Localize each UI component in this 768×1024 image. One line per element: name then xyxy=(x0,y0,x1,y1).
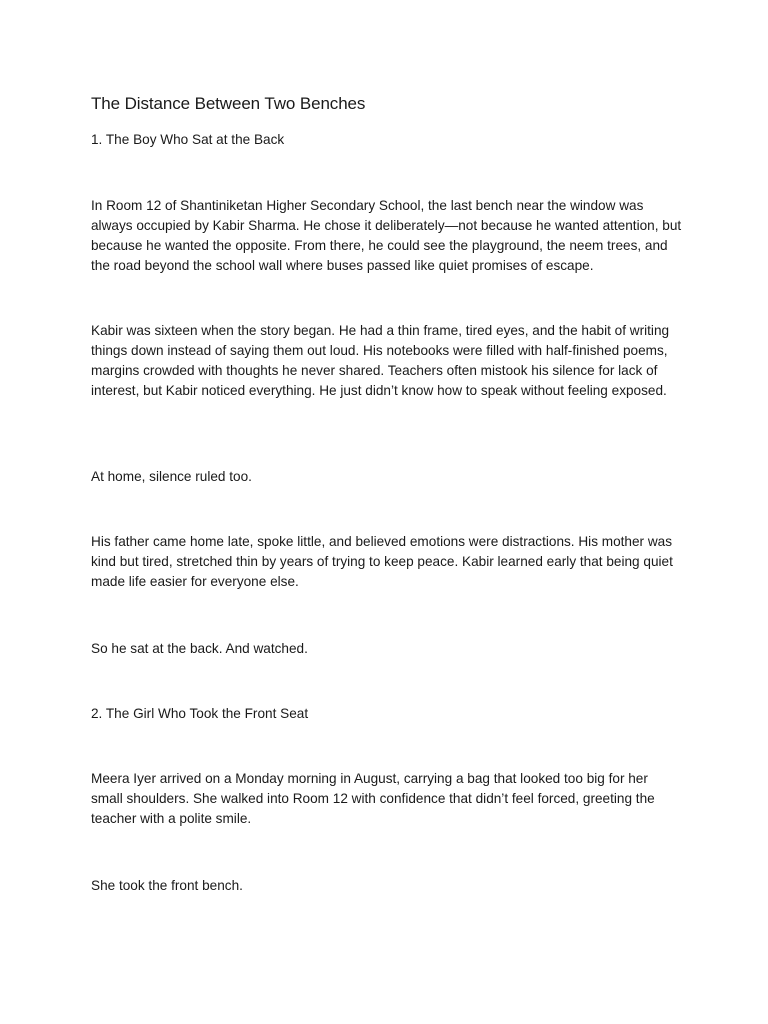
paragraph-1: In Room 12 of Shantiniketan Higher Secondary School, the last bench near the window was always occupied by Kabir Sharma. He chose it deliberately—not because he wanted attention, but because he wanted the opposite. From there, he could see the playground, the neem trees, and the road beyond the school wall where buses passed like quiet promises of escape. xyxy=(91,198,682,273)
paragraph-4: His father came home late, spoke little, and believed emotions were distractions. His mother was kind but tired, stretched thin by years of trying to keep peace. Kabir learned early that being quiet made life easier for everyone else. xyxy=(91,534,673,589)
document-title: The Distance Between Two Benches xyxy=(91,94,366,113)
paragraph-7: She took the front bench. xyxy=(91,878,243,893)
paragraph-3: At home, silence ruled too. xyxy=(91,469,252,484)
paragraph-5: So he sat at the back. And watched. xyxy=(91,641,308,656)
document-page xyxy=(91,93,691,893)
section-heading-1: 1. The Boy Who Sat at the Back xyxy=(91,132,285,147)
section-heading-2: 2. The Girl Who Took the Front Seat xyxy=(91,706,309,721)
paragraph-6: Meera Iyer arrived on a Monday morning in August, carrying a bag that looked too big for her small shoulders. She walked into Room 12 with confidence that didn’t feel forced, greeting the teacher with a polite smile. xyxy=(91,771,655,826)
paragraph-2: Kabir was sixteen when the story began. He had a thin frame, tired eyes, and the habit of writing things down instead of saying them out loud. His notebooks were filled with half-finished poems, margins crowded with thoughts he never shared. Teachers often mistook his silence for lack of interest, but Kabir noticed everything. He just didn’t know how to speak without feeling exposed. xyxy=(91,323,670,398)
